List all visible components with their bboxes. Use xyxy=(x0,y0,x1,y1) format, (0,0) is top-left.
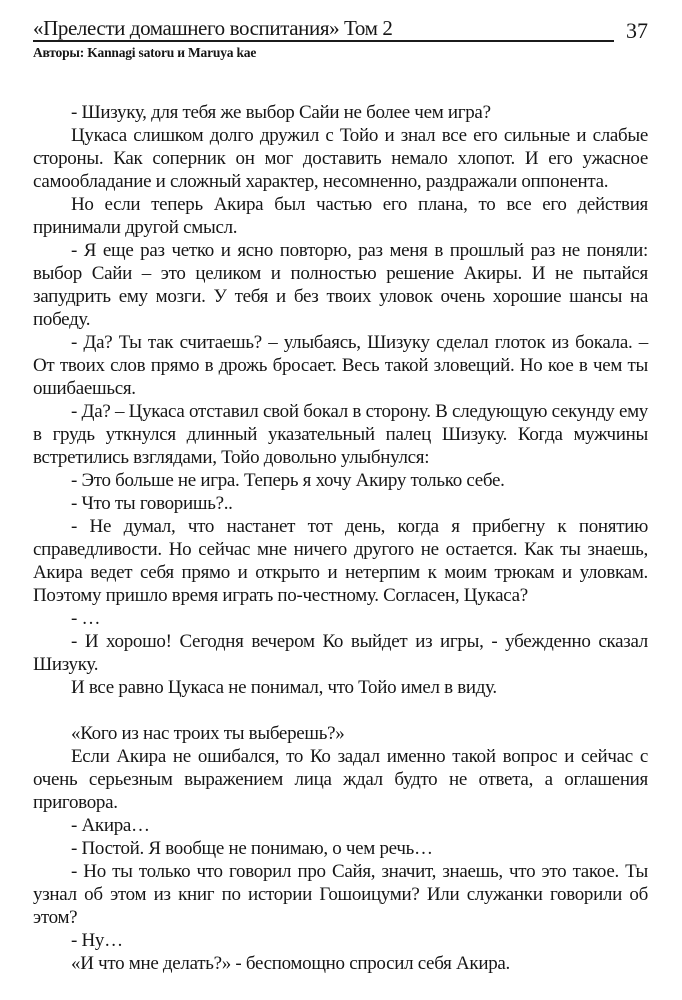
paragraph: - Я еще раз четко и ясно повторю, раз меня в прошлый раз не поняли: выбор Сайи – это целиком и полностью решение Акиры. И не пытайся запудрить ему мозги. У тебя и без твоих уловок очень хорошие шансы на победу. xyxy=(33,240,648,330)
paragraph: - Шизуку, для тебя же выбор Сайи не более чем игра? xyxy=(71,102,491,123)
page-body xyxy=(33,101,648,975)
authors-line: Авторы: Kannagi satoru и Maruya kae xyxy=(33,45,257,60)
page-number: 37 xyxy=(626,18,648,43)
paragraph: Цукаса слишком долго дружил с Тойо и знал все его сильные и слабые стороны. Как соперник он мог доставить немало хлопот. И его ужасное самообладание и сложный характер, несомненно, раздражали оппонента. xyxy=(33,125,648,192)
paragraph: - Да? – Цукаса отставил свой бокал в сторону. В следующую секунду ему в грудь уткнулся длинный указательный палец Шизуку. Когда мужчины встретились взглядами, Тойо довольно улыбнулся: xyxy=(33,401,648,468)
paragraph: - Но ты только что говорил про Сайя, значит, знаешь, что это такое. Ты узнал об этом из книг по истории Гошоицуми? Или служанки говорили об этом? xyxy=(33,861,648,928)
paragraph: - Это больше не игра. Теперь я хочу Акиру только себе. xyxy=(71,470,505,491)
paragraph: Если Акира не ошибался, то Ко задал именно такой вопрос и сейчас с очень серьезным выражением лица ждал будто не ответа, а оглашения приговора. xyxy=(33,746,648,813)
paragraph: - Акира… xyxy=(71,815,150,836)
title-underline xyxy=(33,17,614,42)
page-title: «Прелести домашнего воспитания» Том 2 xyxy=(33,16,393,40)
paragraph: - Постой. Я вообще не понимаю, о чем речь… xyxy=(71,838,433,859)
paragraph: - Да? Ты так считаешь? – улыбаясь, Шизуку сделал глоток из бокала. – От твоих слов прямо в дрожь бросает. Весь такой зловещий. Но кое в чем ты ошибаешься. xyxy=(33,332,648,399)
page-header xyxy=(33,17,648,42)
paragraph: - Не думал, что настанет тот день, когда я прибегну к понятию справедливости. Но сейчас мне ничего другого не остается. Как ты знаешь, Акира ведет себя прямо и открыто и нетерпим к моим трюкам и уловкам. Поэтому пришло время играть по-честному. Согласен, Цукаса? xyxy=(33,516,648,606)
paragraph: И все равно Цукаса не понимал, что Тойо имел в виду. xyxy=(71,677,497,698)
paragraph: - Что ты говоришь?.. xyxy=(71,493,233,514)
paragraph-section-start: «Кого из нас троих ты выберешь?» xyxy=(71,723,345,744)
paragraph: - И хорошо! Сегодня вечером Ко выйдет из игры, - убежденно сказал Шизуку. xyxy=(33,631,648,675)
paragraph: «И что мне делать?» - беспомощно спросил себя Акира. xyxy=(71,953,510,974)
paragraph: - … xyxy=(71,608,101,629)
paragraph: - Ну… xyxy=(71,930,123,951)
paragraph: Но если теперь Акира был частью его плана, то все его действия принимали другой смысл. xyxy=(33,194,648,238)
